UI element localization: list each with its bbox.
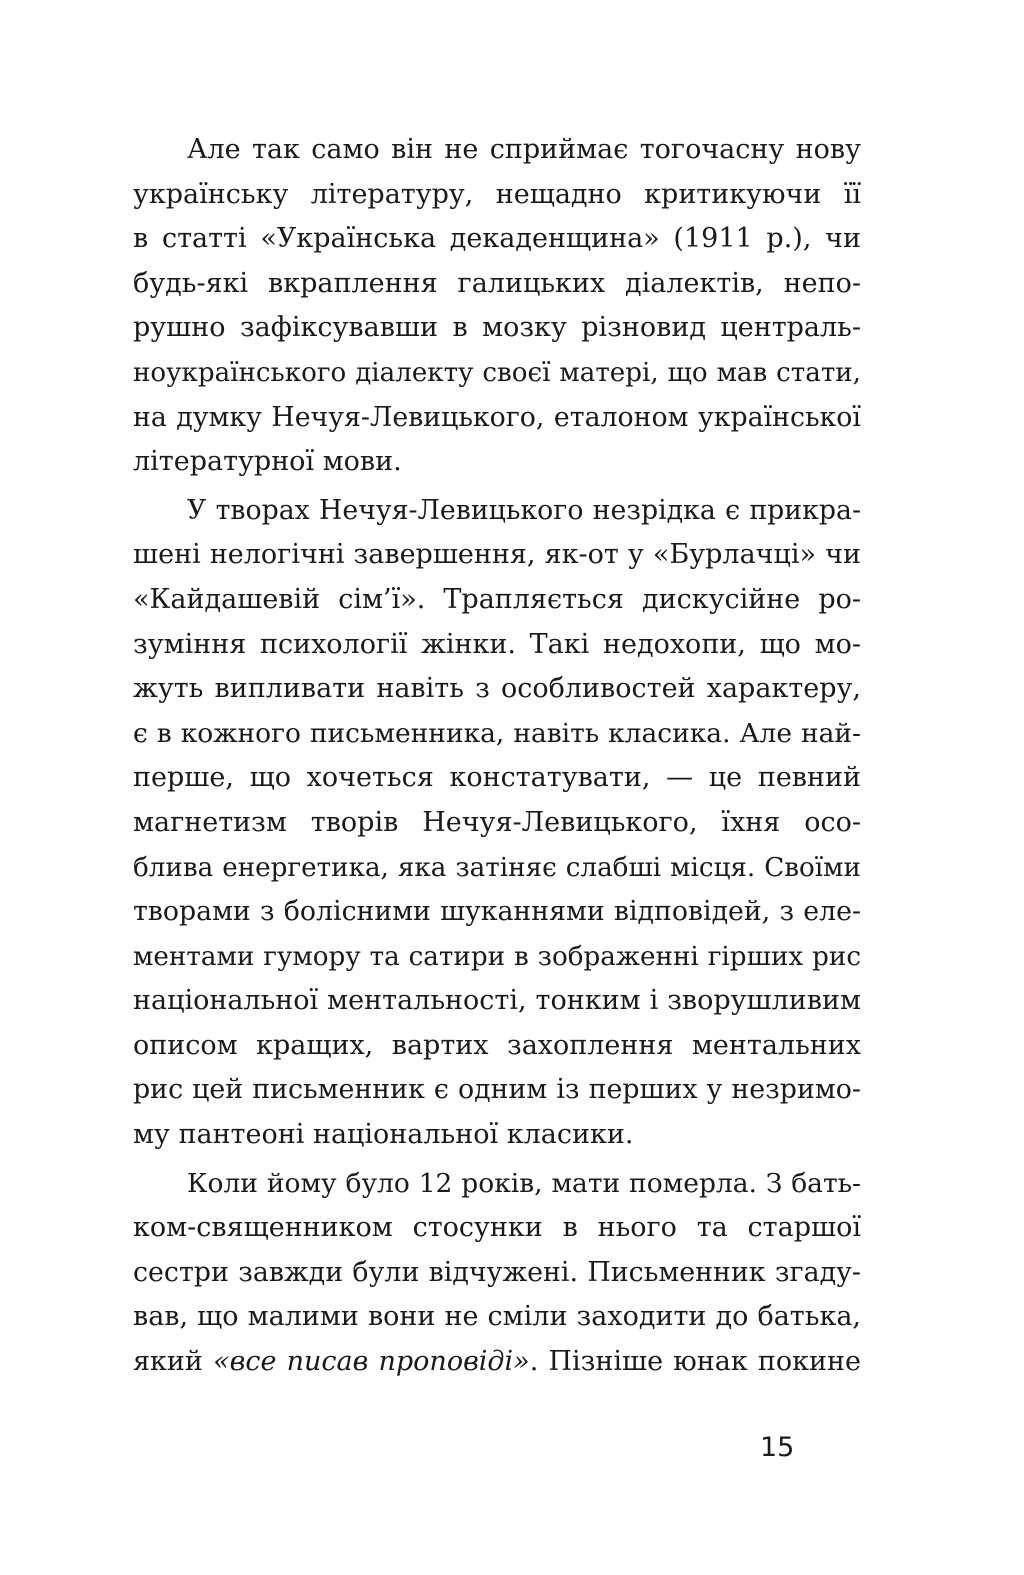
text-line: літературної мови. bbox=[133, 446, 402, 478]
page-number: 15 bbox=[760, 1432, 795, 1463]
text-line: му пантеоні національної класики. bbox=[133, 1119, 634, 1151]
text-line: перше, що хочеться констатувати, — це певний bbox=[133, 762, 861, 794]
text-segment: який bbox=[133, 1346, 214, 1378]
text-line: будь-які вкраплення галицьких діалектів, непо- bbox=[133, 267, 861, 299]
text-line: ноукраїнського діалекту своєї матері, що мав стати, bbox=[133, 357, 861, 388]
text-line: є в кожного письменника, навіть класика. Але най- bbox=[133, 717, 861, 749]
text-line: Коли йому було 12 років, мати померла. З бать- bbox=[187, 1167, 861, 1199]
text-line: ментами гумору та сатири в зображенні гірших рис bbox=[133, 941, 861, 972]
text-line: магнетизм творів Нечуя-Левицького, їхня осо- bbox=[133, 806, 861, 838]
text-line: на думку Нечуя-Левицького, еталоном української bbox=[133, 401, 861, 433]
text-line: вав, що малими вони не сміли заходити до батька, bbox=[133, 1301, 861, 1333]
text-line: жуть випливати навіть з особливостей характеру, bbox=[133, 673, 861, 705]
body-text bbox=[133, 128, 861, 1385]
text-line: Але так само він не сприймає тогочасну нову bbox=[187, 134, 861, 165]
text-line: в статті «Українська декаденщина» (1911 р.), чи bbox=[133, 223, 861, 255]
text-line: творами з болісними шуканнями відповідей, з еле- bbox=[133, 896, 861, 928]
text-line: рис цей письменник є одним із перших у незримо- bbox=[133, 1074, 861, 1106]
text-line: зуміння психології жінки. Такі недохопи, що мо- bbox=[133, 628, 861, 660]
text-line: У творах Нечуя-Левицького незрідка є прикра- bbox=[187, 494, 861, 526]
text-line: ком-священником стосунки в нього та старшої bbox=[133, 1212, 861, 1244]
text-line: «Кайдашевій сім’ї». Трапляється дискусійне ро- bbox=[133, 583, 861, 615]
text-line: сестри завжди були відчужені. Письменник згаду- bbox=[133, 1256, 861, 1288]
text-line: рушно зафіксувавши в мозку різновид централь- bbox=[133, 312, 861, 344]
text-line: описом кращих, вартих захоплення ментальних bbox=[133, 1029, 861, 1061]
text-line: блива енергетика, яка затіняє слабші місця. Своїми bbox=[133, 852, 861, 883]
text-line: шені нелогічні завершення, як-от у «Бурлачці» чи bbox=[133, 539, 861, 571]
italic-quote: «все писав проповіді» bbox=[213, 1346, 530, 1378]
text-line: українську літературу, нещадно критикуючи її bbox=[133, 178, 861, 210]
text-line: національної ментальності, тонким і зворушливим bbox=[133, 985, 861, 1017]
text-segment: . Пізніше юнак покине bbox=[529, 1346, 861, 1378]
text-line-with-quote bbox=[133, 1340, 861, 1385]
